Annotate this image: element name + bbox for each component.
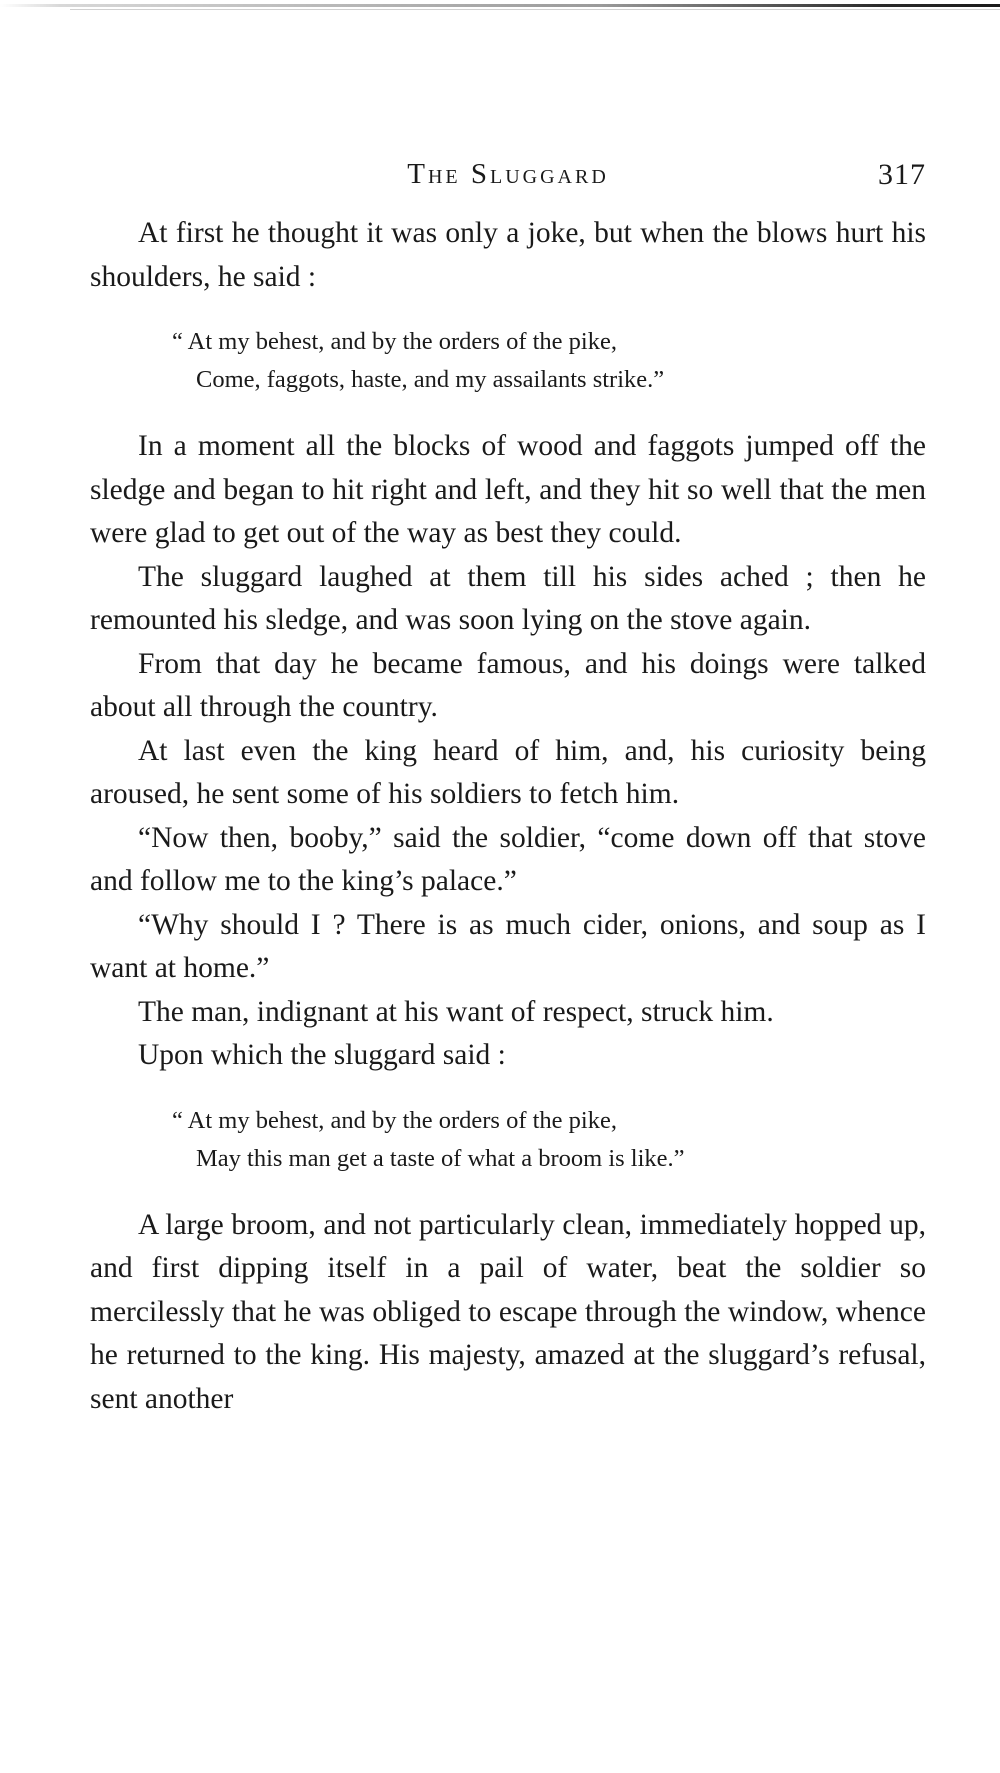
paragraph: At first he thought it was only a joke, but when the blows hurt his shoulders, he said : (90, 217, 926, 293)
verse-block (90, 1102, 926, 1178)
verse-line: “ At my behest, and by the orders of the pike, (172, 1106, 617, 1134)
paragraph: “Why should I ? There is as much cider, onions, and soup as I want at home.” (90, 908, 926, 984)
paragraph: The man, indignant at his want of respect, struck him. (138, 995, 774, 1028)
verse-line: May this man get a taste of what a broom is like.” (196, 1144, 685, 1172)
body-text (90, 212, 926, 1421)
paragraph: Upon which the sluggard said : (138, 1039, 506, 1071)
paragraph: At last even the king heard of him, and, his curiosity being aroused, he sent some of his soldiers to fetch him. (90, 734, 926, 810)
running-title: The Sluggard (407, 158, 609, 190)
verse-line: Come, faggots, haste, and my assailants strike.” (196, 366, 665, 393)
paragraph: In a moment all the blocks of wood and faggots jumped off the sledge and began to hit right and left, and they hit so well that the men were glad to get out of the way as best they could. (90, 430, 926, 549)
page-number: 317 (878, 158, 926, 191)
paragraph: The sluggard laughed at them till his sides ached ; then he remounted his sledge, and was soon lying on the stove again. (90, 560, 926, 636)
paragraph: From that day he became famous, and his doings were talked about all through the country. (90, 647, 926, 723)
paragraph: “Now then, booby,” said the soldier, “come down off that stove and follow me to the king’s palace.” (90, 821, 926, 897)
paragraph: A large broom, and not particularly clean, immediately hopped up, and first dipping itself in a pail of water, beat the soldier so mercilessly that he was obliged to escape through the window, whence he returned to the king. His majesty, amazed at the sluggard’s refusal, sent another (90, 1208, 926, 1415)
top-page-rule (0, 4, 1000, 7)
page-header (90, 158, 926, 198)
verse-block (90, 323, 926, 399)
verse-line: “ At my behest, and by the orders of the pike, (172, 328, 617, 355)
top-page-rule-thin (70, 9, 1000, 10)
